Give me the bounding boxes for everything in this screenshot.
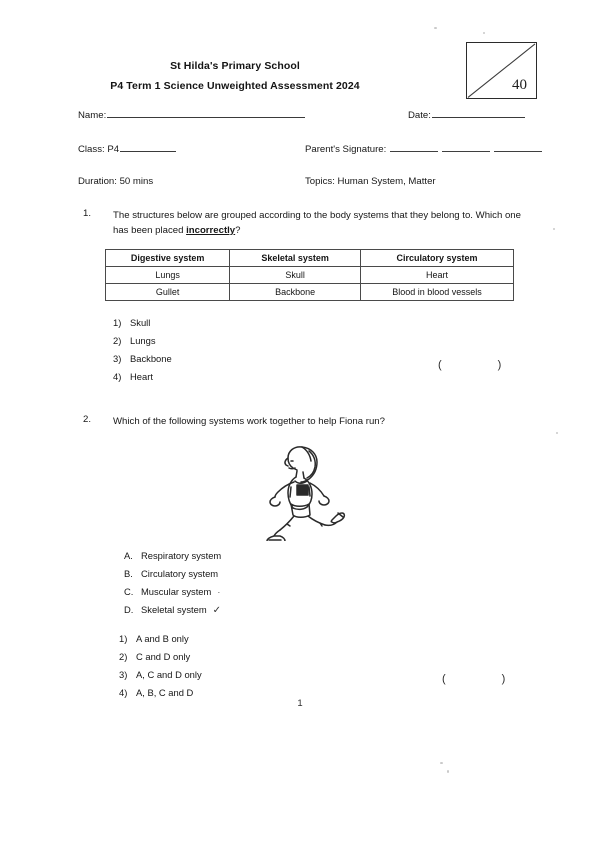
question-2-lettered-options (124, 547, 221, 620)
question-2-answer-4-label: 4) (119, 687, 128, 698)
question-2-bracket-close: ) (501, 673, 506, 685)
question-2-option-d-tick-icon: ✓ (212, 605, 222, 616)
question-2-answer-3-label: 3) (119, 669, 128, 680)
question-1-bracket-open: ( (438, 359, 442, 371)
question-1-option-2-label: 2) (113, 335, 122, 346)
question-2-answer-2-label: 2) (119, 651, 128, 662)
question-1-option-2-text: Lungs (130, 335, 156, 346)
table-header-row (106, 250, 514, 267)
question-2-options (119, 630, 202, 702)
table-row (106, 267, 514, 284)
question-1-option-3-text: Backbone (130, 353, 172, 364)
class-field-row (78, 142, 176, 155)
table-header-circulatory: Circulatory system (361, 250, 514, 267)
table-cell-digestive-2: Gullet (106, 284, 230, 301)
question-2-answer-bracket[interactable] (442, 673, 505, 685)
table-row (106, 284, 514, 301)
question-2-answer-3-text: A, C and D only (136, 669, 202, 680)
table-cell-skeletal-2: Backbone (230, 284, 361, 301)
name-label: Name: (78, 110, 107, 121)
parent-signature-field-row (305, 142, 542, 155)
question-2-answer-4-text: A, B, C and D (136, 687, 194, 698)
name-field-row (78, 108, 305, 121)
question-2-answer-2-text: C and D only (136, 651, 191, 662)
parent-signature-rule-1[interactable] (390, 142, 438, 152)
scan-speck (447, 770, 449, 773)
class-input-rule[interactable] (120, 142, 176, 152)
question-1-text (113, 208, 523, 238)
table-header-digestive: Digestive system (106, 250, 230, 267)
table-cell-skeletal-1: Skull (230, 267, 361, 284)
question-1-text-line2-after: ? (235, 225, 241, 236)
table-cell-digestive-1: Lungs (106, 267, 230, 284)
question-1-bracket-close: ) (497, 359, 502, 371)
question-2-option-b-label: B. (124, 568, 133, 579)
scan-speck (483, 32, 485, 34)
question-1-option-2[interactable] (113, 332, 172, 350)
paper-title: P4 Term 1 Science Unweighted Assessment 2024 (110, 80, 360, 92)
date-field-row (408, 108, 525, 121)
question-2-option-a[interactable] (124, 547, 221, 565)
running-girl-illustration (247, 441, 353, 541)
scan-speck (556, 432, 558, 434)
question-2-option-c-text: Muscular system (141, 586, 212, 597)
question-2-option-c-handwritten-mark: · (217, 587, 221, 597)
question-2-answer-1[interactable] (119, 630, 202, 648)
question-2-answer-3[interactable] (119, 666, 202, 684)
question-2-answer-2[interactable] (119, 648, 202, 666)
question-1-answer-bracket[interactable] (438, 359, 501, 371)
score-box (466, 42, 537, 99)
question-2-answer-1-text: A and B only (136, 633, 189, 644)
question-1-option-4[interactable] (113, 368, 172, 386)
question-2-option-b-text: Circulatory system (141, 568, 219, 579)
parent-signature-rule-3[interactable] (494, 142, 542, 152)
table-cell-circulatory-1: Heart (361, 267, 514, 284)
question-2-option-d[interactable] (124, 601, 221, 620)
question-2-option-d-label: D. (124, 604, 134, 615)
question-2-option-d-text: Skeletal system (141, 604, 207, 615)
school-name: St Hilda's Primary School (170, 60, 300, 72)
table-header-skeletal: Skeletal system (230, 250, 361, 267)
question-2-option-c-label: C. (124, 586, 134, 597)
question-1-option-4-label: 4) (113, 371, 122, 382)
question-1-option-1-text: Skull (130, 317, 151, 328)
question-1-text-line1: The structures below are grouped according to the body systems that they belong to. Which (113, 210, 503, 221)
question-2-number: 2. (83, 414, 92, 425)
question-2-option-a-text: Respiratory system (141, 550, 222, 561)
question-1-option-1[interactable] (113, 314, 172, 332)
question-2-text: Which of the following systems work together to help Fiona run? (113, 416, 385, 427)
question-2-bracket-open: ( (442, 673, 446, 685)
question-2-option-a-label: A. (124, 550, 133, 561)
scan-speck (440, 762, 443, 764)
duration-label: Duration: 50 mins (78, 176, 154, 187)
question-1-text-line2-before: one has been placed (113, 210, 521, 236)
date-input-rule[interactable] (432, 108, 525, 118)
question-2-option-b[interactable] (124, 565, 221, 583)
scan-speck (553, 228, 555, 230)
total-marks-value: 40 (512, 77, 527, 93)
question-1-options (113, 314, 172, 386)
date-label: Date: (408, 110, 431, 121)
question-1-option-4-text: Heart (130, 371, 153, 382)
question-1-number: 1. (83, 208, 92, 219)
class-label: Class: P4 (78, 144, 120, 155)
question-1-option-3[interactable] (113, 350, 172, 368)
body-systems-table (105, 249, 514, 301)
parent-signature-rule-2[interactable] (442, 142, 490, 152)
question-1-option-3-label: 3) (113, 353, 122, 364)
question-2-answer-1-label: 1) (119, 633, 128, 644)
question-1-emphasis-incorrectly: incorrectly (186, 225, 236, 236)
topics-label: Topics: Human System, Matter (305, 176, 436, 187)
scan-speck (434, 27, 437, 29)
table-cell-circulatory-2: Blood in blood vessels (361, 284, 514, 301)
question-2-option-c[interactable] (124, 583, 221, 601)
question-1-option-1-label: 1) (113, 317, 122, 328)
page-number: 1 (297, 698, 303, 709)
name-input-rule[interactable] (107, 108, 305, 118)
parent-signature-label: Parent's Signature: (305, 144, 387, 155)
